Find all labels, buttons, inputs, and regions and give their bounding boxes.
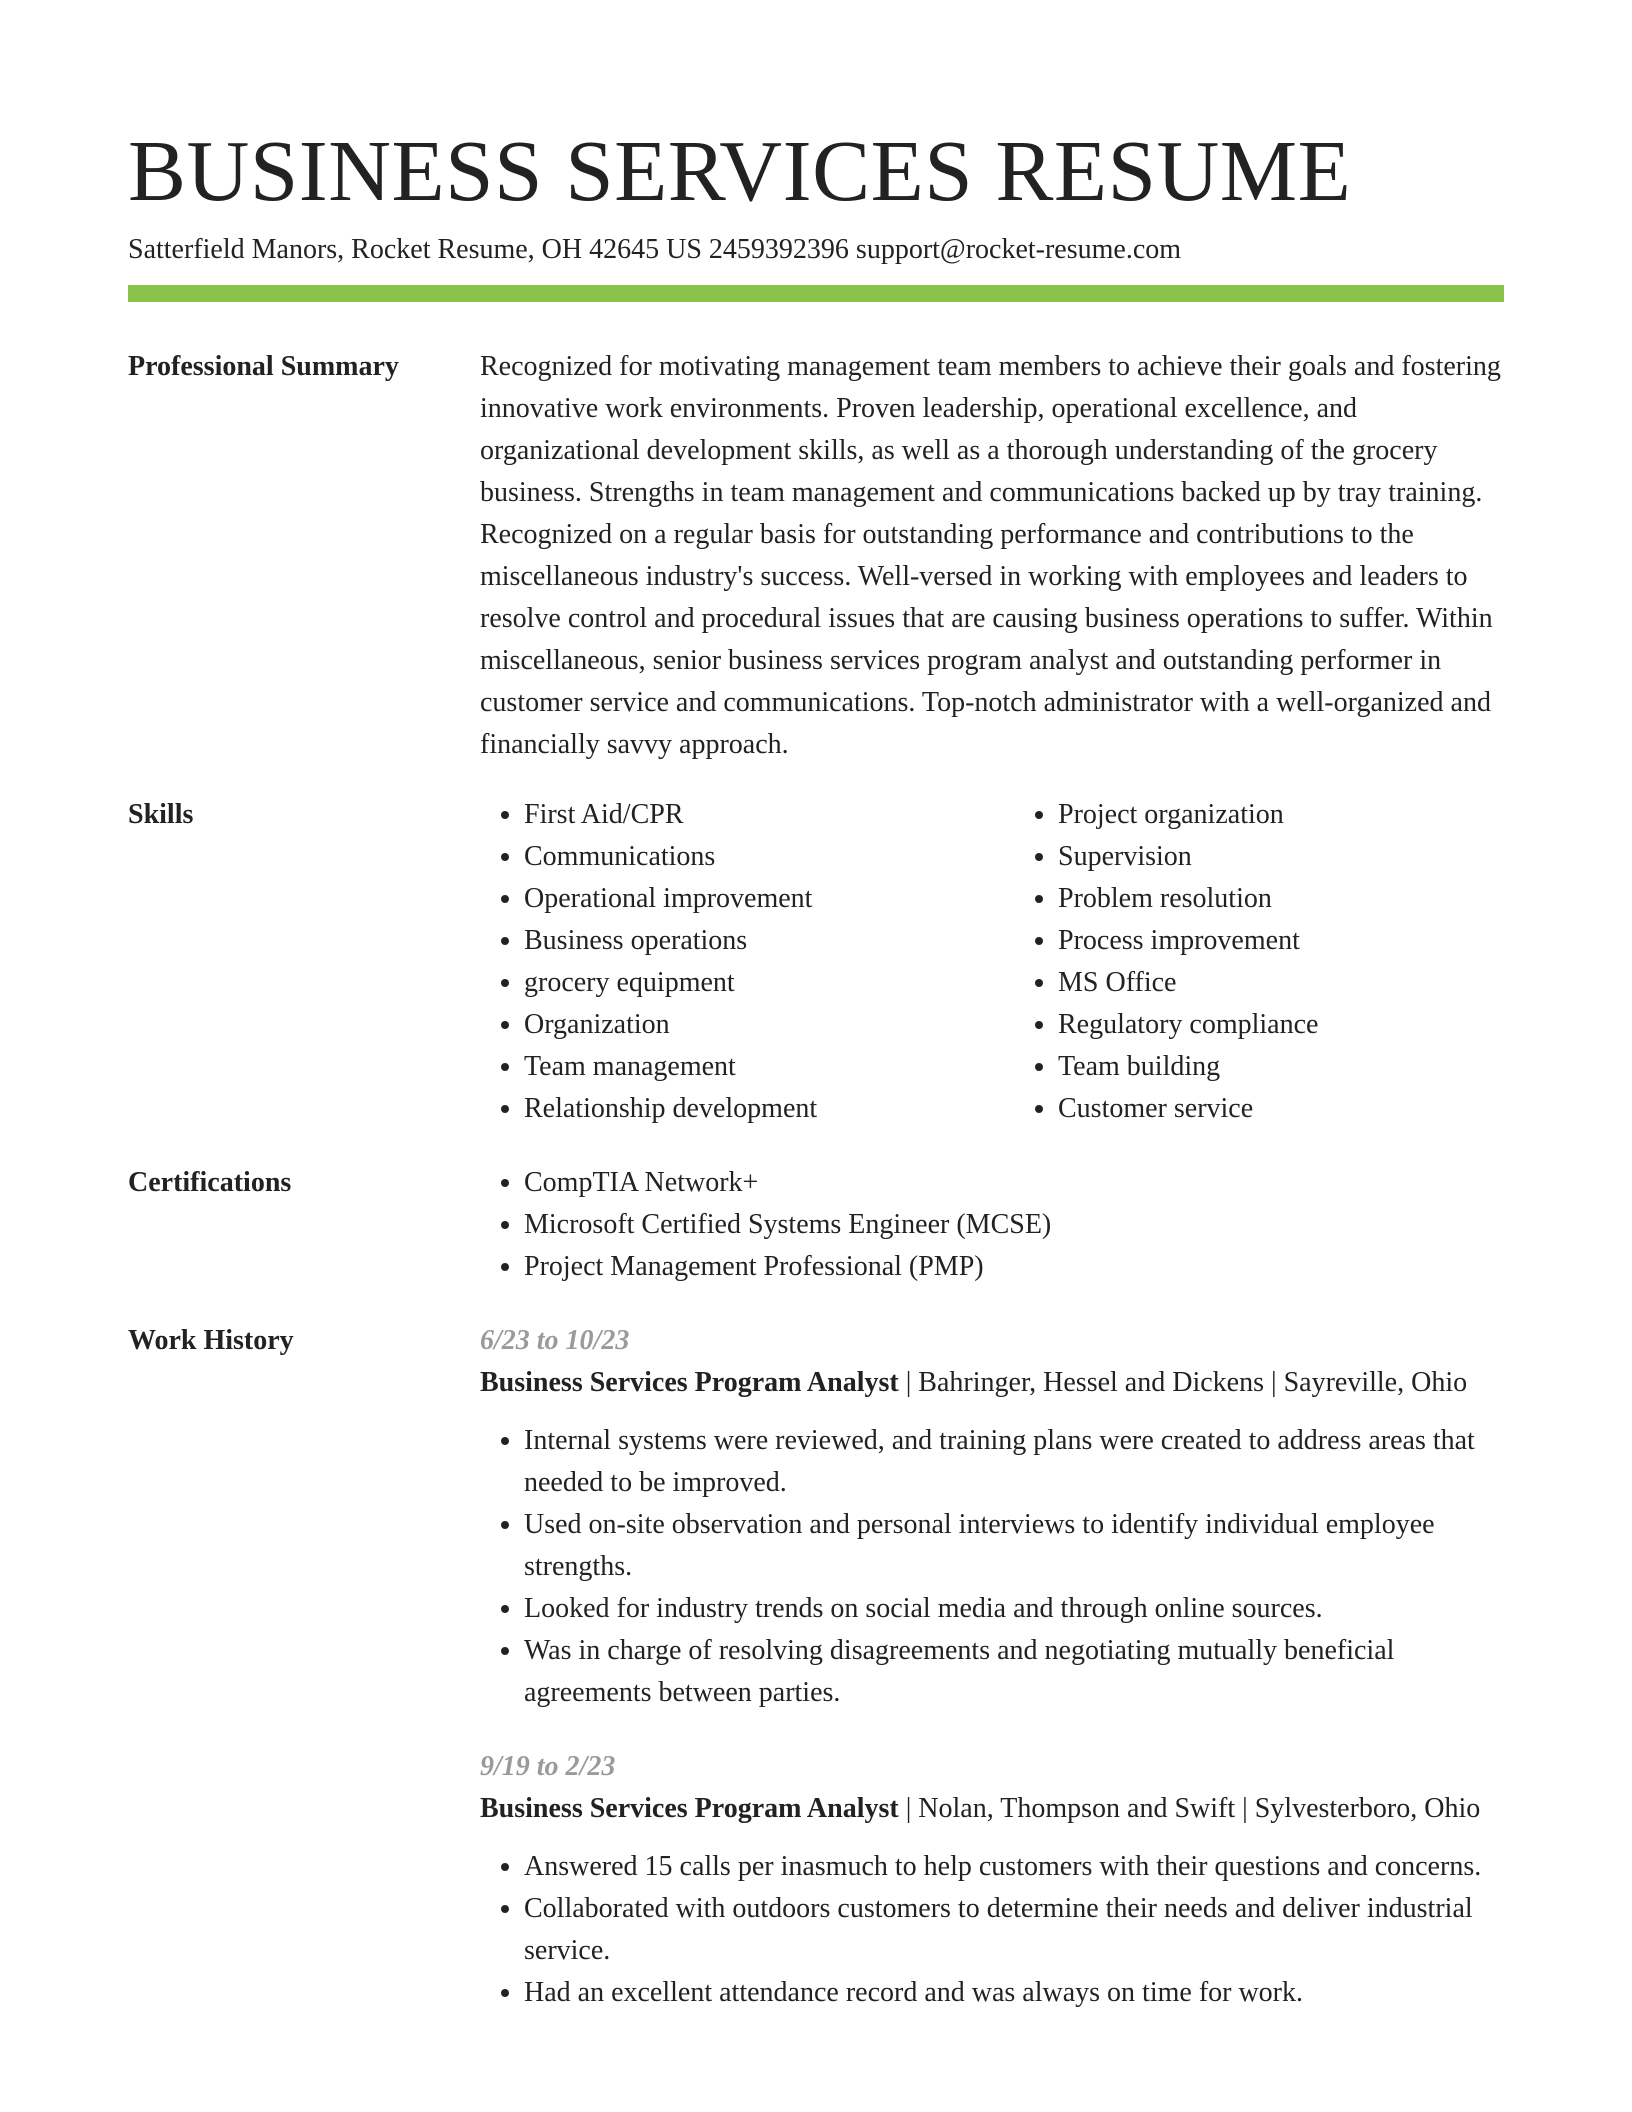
accent-divider: [128, 285, 1504, 302]
certifications-heading: Certifications: [128, 1167, 292, 1198]
skill-item: • Problem resolution: [1058, 878, 1504, 920]
skills-list-left: [480, 794, 970, 1130]
certification-item: • Microsoft Certified Systems Engineer (MCSE): [524, 1204, 1504, 1246]
job-dates: 9/19 to 2/23: [480, 1751, 616, 1782]
summary-body: [480, 346, 1504, 766]
job-duty: • Internal systems were reviewed, and training plans were created to address areas that needed to be improved.: [524, 1420, 1504, 1504]
skill-item: • Supervision: [1058, 836, 1504, 878]
job-title: Business Services Program Analyst: [480, 1367, 899, 1398]
skill-item: • MS Office: [1058, 962, 1504, 1004]
certification-item: • Project Management Professional (PMP): [524, 1246, 1504, 1288]
job-duty: • Had an excellent attendance record and was always on time for work.: [524, 1972, 1504, 2014]
certifications-list: [480, 1162, 1504, 1288]
job-entry: [480, 1320, 1504, 1714]
skills-columns: [480, 794, 1504, 1130]
skill-item: • Communications: [524, 836, 970, 878]
skills-list-right: [1014, 794, 1504, 1130]
job-heading: [480, 1362, 1504, 1404]
skill-item: • Process improvement: [1058, 920, 1504, 962]
job-duties-list: [480, 1846, 1504, 2014]
skill-item: • First Aid/CPR: [524, 794, 970, 836]
work-history-body: [480, 1320, 1504, 2046]
job-duty: • Answered 15 calls per inasmuch to help customers with their questions and concerns.: [524, 1846, 1504, 1888]
resume-title: BUSINESS SERVICES RESUME: [128, 122, 1352, 219]
job-dates: 6/23 to 10/23: [480, 1325, 630, 1356]
certification-item: • CompTIA Network+: [524, 1162, 1504, 1204]
skill-item: • Business operations: [524, 920, 970, 962]
job-duty: • Looked for industry trends on social media and through online sources.: [524, 1588, 1504, 1630]
job-duty: • Collaborated with outdoors customers to determine their needs and deliver industrial service.: [524, 1888, 1504, 1972]
summary-text: Recognized for motivating management team members to achieve their goals and fostering innovative work environments. Proven leadership, operational excellence, and organizational development skills, as well as a thorough understanding of the grocery business. Strengths in team management and communications backed up by tray training. Recognized on a regular basis for outstanding performance and contributions to the miscellaneous industry's success. Well-versed in working with employees and leaders to resolve control and procedural issues that are causing business operations to suffer. Within miscellaneous, senior business services program analyst and outstanding performer in customer service and communications. Top-notch administrator with a well-organized and financially savvy approach.: [480, 351, 1501, 760]
skill-item: • Operational improvement: [524, 878, 970, 920]
skill-item: • Customer service: [1058, 1088, 1504, 1130]
job-heading: [480, 1788, 1504, 1830]
skill-item: • Team management: [524, 1046, 970, 1088]
job-entry: [480, 1746, 1504, 2014]
skill-item: • Team building: [1058, 1046, 1504, 1088]
certifications-body: [480, 1162, 1504, 1288]
skill-item: • Project organization: [1058, 794, 1504, 836]
contact-line: Satterfield Manors, Rocket Resume, OH 42645 US 2459392396 support@rocket-resume.com: [128, 234, 1182, 265]
skill-item: • Regulatory compliance: [1058, 1004, 1504, 1046]
skill-item: • grocery equipment: [524, 962, 970, 1004]
job-duty: • Was in charge of resolving disagreements and negotiating mutually beneficial agreements between parties.: [524, 1630, 1504, 1714]
skill-item: • Relationship development: [524, 1088, 970, 1130]
work-history-heading: Work History: [128, 1325, 294, 1356]
summary-heading: Professional Summary: [128, 351, 399, 382]
skill-item: • Organization: [524, 1004, 970, 1046]
job-duties-list: [480, 1420, 1504, 1714]
job-employer-location: | Nolan, Thompson and Swift | Sylvesterboro, Ohio: [898, 1793, 1481, 1824]
skills-body: [480, 794, 1504, 1130]
job-duty: • Used on-site observation and personal interviews to identify individual employee strengths.: [524, 1504, 1504, 1588]
skills-heading: Skills: [128, 799, 194, 830]
job-title: Business Services Program Analyst: [480, 1793, 899, 1824]
job-employer-location: | Bahringer, Hessel and Dickens | Sayreville, Ohio: [898, 1367, 1468, 1398]
